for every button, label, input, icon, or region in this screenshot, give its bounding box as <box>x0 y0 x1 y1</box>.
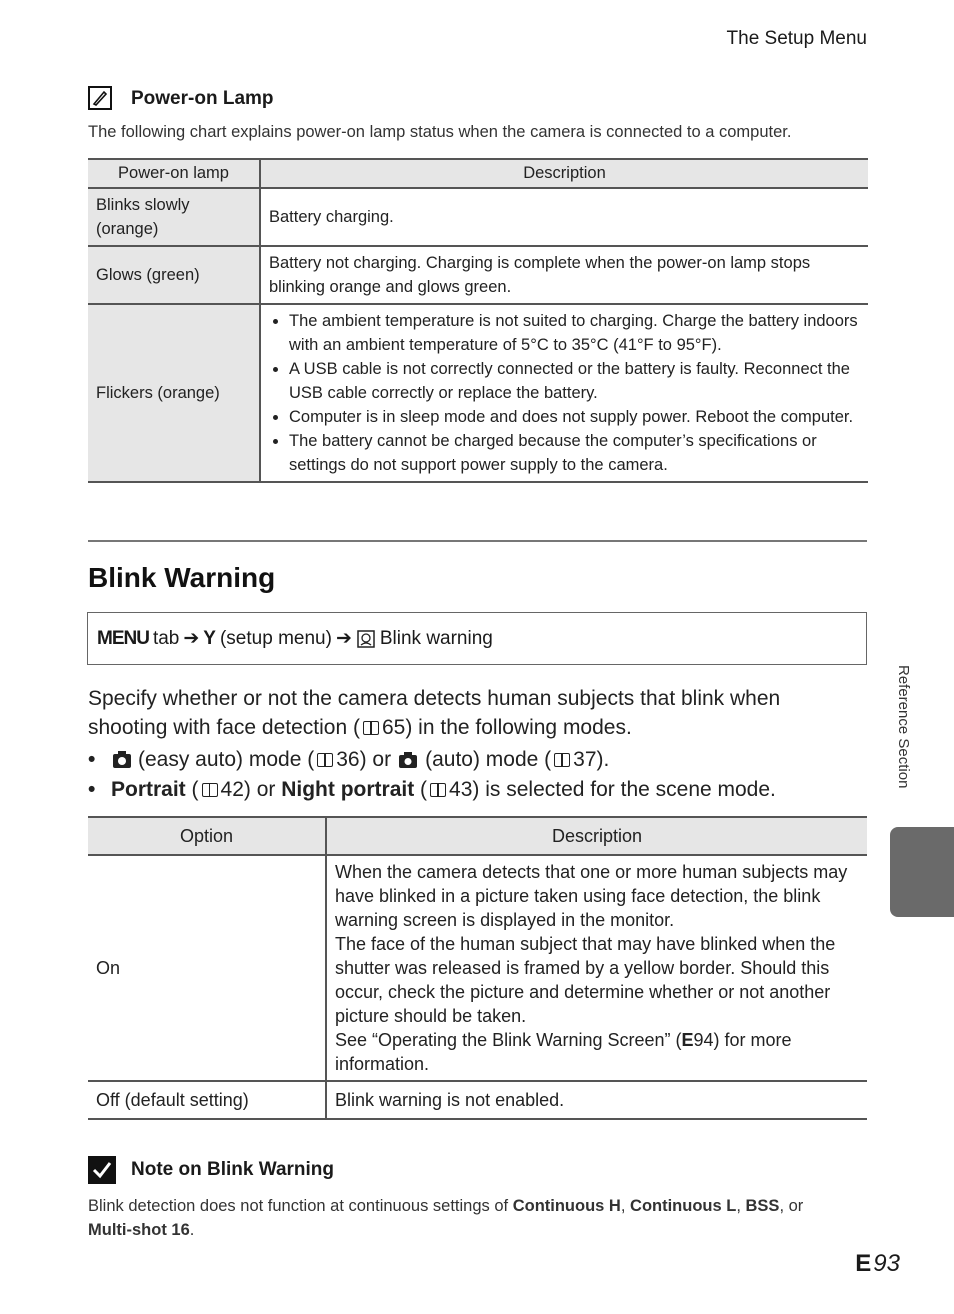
note-heading: Note on Blink Warning <box>131 1159 335 1180</box>
auto-mode-icon <box>397 749 419 771</box>
option-description <box>326 855 867 1081</box>
list-item: • A USB cable is not correctly connected or the battery is faulty. Reconnect the USB cable correctly or replace the battery. <box>289 357 860 405</box>
lamp-description <box>260 304 868 482</box>
blink-warning-icon <box>356 629 376 649</box>
intro-text: ) in the following modes. <box>405 716 632 739</box>
book-icon <box>202 783 218 797</box>
table-row <box>88 855 867 1081</box>
blink-warning-table <box>88 816 867 1120</box>
book-icon <box>363 721 379 735</box>
menu-path-item: Blink warning <box>379 627 493 649</box>
list-item: • The ambient temperature is not suited to charging. Charge the battery indoors with an ambient temperature of 5°C to 35°C (41°F to 95°F). <box>289 309 860 357</box>
column-header: Option <box>88 817 326 855</box>
section-title: Blink Warning <box>88 562 276 593</box>
bullet-list <box>269 309 860 477</box>
mode-bullets <box>88 745 776 805</box>
table-header-row <box>88 817 867 855</box>
page-ref: 36 <box>336 748 360 771</box>
page-ref: 65 <box>382 716 406 739</box>
bullet-text: ) or <box>359 748 392 771</box>
arrow-icon: ➔ <box>183 628 200 649</box>
lamp-status: Glows (green) <box>88 246 260 304</box>
note-text: Blink detection does not function at continuous settings of Continuous H, Continuous L, BSS, or Multi-shot 16. <box>88 1197 804 1239</box>
description-line: See “Operating the Blink Warning Screen” (E94) for more information. <box>335 1030 792 1074</box>
table-header-row <box>88 159 868 188</box>
column-header: Power-on lamp <box>88 159 260 188</box>
menu-path-tab: tab <box>152 627 180 649</box>
book-icon <box>554 753 570 767</box>
column-header: Description <box>260 159 868 188</box>
note-icon <box>88 1156 116 1184</box>
list-item: • (easy auto) mode ( 36 ) or (auto) mode ( 37 ). <box>88 745 776 775</box>
page-number: E 93 <box>855 1250 900 1277</box>
table-row <box>88 188 868 246</box>
reference-section-icon: E <box>855 1250 872 1277</box>
power-on-lamp-intro: The following chart explains power-on lamp status when the camera is connected to a computer. <box>88 123 792 141</box>
blink-warning-intro <box>88 684 858 742</box>
intro-text: Specify whether or not the camera detects human subjects that blink when shooting with face detection ( <box>88 687 781 739</box>
page-ref: 42 <box>220 778 244 801</box>
book-icon <box>317 753 333 767</box>
list-item: • Computer is in sleep mode and does not supply power. Reboot the computer. <box>289 405 860 429</box>
list-item: • The battery cannot be charged because the computer’s specifications or settings do not support power supply to the camera. <box>289 429 860 477</box>
lamp-description: Battery charging. <box>260 188 868 246</box>
lamp-description: Battery not charging. Charging is complete when the power-on lamp stops blinking orange and glows green. <box>260 246 868 304</box>
option-name: On <box>88 855 326 1081</box>
bullet-text: ). <box>596 748 610 771</box>
pencil-icon <box>92 90 108 106</box>
lamp-status: Flickers (orange) <box>88 304 260 482</box>
bullet-text: ) is selected for the scene mode. <box>472 778 776 801</box>
menu-path-box <box>87 612 867 665</box>
option-description: Blink warning is not enabled. <box>326 1081 867 1119</box>
mode-name: Portrait <box>111 778 186 801</box>
table-row <box>88 1081 867 1119</box>
column-header: Description <box>326 817 867 855</box>
table-row <box>88 304 868 482</box>
running-header: The Setup Menu <box>726 28 867 49</box>
book-icon <box>430 783 446 797</box>
bullet-text: (easy auto) mode ( <box>138 748 315 771</box>
note-icon <box>88 86 112 110</box>
bullet-text: ) or <box>243 778 276 801</box>
section-divider <box>88 540 867 542</box>
reference-section-icon: E <box>681 1030 694 1050</box>
table-row <box>88 246 868 304</box>
menu-icon: MENU <box>97 627 149 649</box>
checkmark-icon <box>91 1159 113 1181</box>
lamp-status: Blinks slowly (orange) <box>88 188 260 246</box>
option-name: Off (default setting) <box>88 1081 326 1119</box>
arrow-icon: ➔ <box>335 628 352 649</box>
page-ref: 43 <box>449 778 473 801</box>
page-ref: 37 <box>573 748 597 771</box>
power-on-lamp-heading: Power-on Lamp <box>131 88 274 109</box>
mode-name: Night portrait <box>281 778 415 801</box>
list-item: • Portrait ( 42 ) or Night portrait ( 43 ) is selected for the scene mode. <box>88 775 776 805</box>
bullet-text: (auto) mode ( <box>425 748 552 771</box>
section-side-label: Reference Section <box>895 665 912 789</box>
power-on-lamp-table <box>88 158 868 483</box>
setup-menu-icon: Y <box>203 627 216 649</box>
easy-auto-mode-icon <box>111 749 133 771</box>
section-thumb-tab <box>890 827 954 917</box>
description-line: The face of the human subject that may have blinked when the shutter was released is framed by a yellow border. Should this occur, check the picture and determine whether or not another picture should be taken. <box>335 934 836 1026</box>
menu-path-setup: (setup menu) <box>219 627 332 649</box>
description-line: When the camera detects that one or more human subjects may have blinked in a picture taken using face detection, the blink warning screen is displayed in the monitor. <box>335 862 848 930</box>
